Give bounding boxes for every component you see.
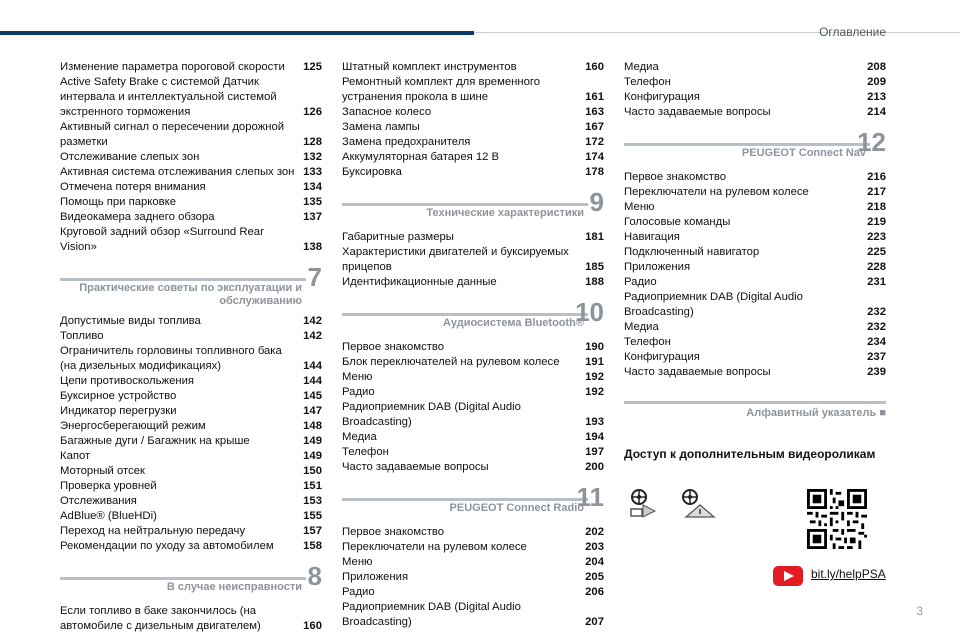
toc-entry-page: 174 bbox=[585, 151, 604, 163]
section-header bbox=[342, 297, 604, 334]
page-number: 3 bbox=[916, 604, 923, 618]
toc-entry[interactable] bbox=[60, 195, 322, 210]
toc-entry[interactable] bbox=[342, 400, 604, 430]
toc-entry[interactable] bbox=[60, 60, 322, 75]
toc-entry-page: 137 bbox=[303, 211, 322, 223]
toc-entry[interactable] bbox=[342, 105, 604, 120]
toc-entry-title: Характеристики двигателей и буксируемых прицепов bbox=[342, 246, 569, 273]
toc-entry-title: Переход на нейтральную передачу bbox=[60, 525, 246, 537]
toc-entry-page: 213 bbox=[867, 91, 886, 103]
toc-entry-page: 172 bbox=[585, 136, 604, 148]
toc-entry-title: Меню bbox=[624, 201, 655, 213]
toc-entry[interactable] bbox=[342, 135, 604, 150]
toc-entry-page: 147 bbox=[303, 405, 322, 417]
toc-entry-title: Допустимые виды топлива bbox=[60, 315, 201, 327]
toc-entry[interactable] bbox=[60, 464, 322, 479]
toc-entry-title: Буксировка bbox=[342, 166, 402, 178]
toc-entry-page: 158 bbox=[303, 540, 322, 552]
toc-entry-page: 148 bbox=[303, 420, 322, 432]
toc-entry-page: 128 bbox=[303, 136, 322, 148]
toc-entry[interactable] bbox=[60, 604, 322, 634]
toc-entry-page: 205 bbox=[585, 571, 604, 583]
section-header bbox=[60, 262, 322, 308]
toc-entry-page: 150 bbox=[303, 465, 322, 477]
toc-entry-page: 225 bbox=[867, 246, 886, 258]
toc-entry-title: Помощь при парковке bbox=[60, 196, 177, 208]
section-header bbox=[624, 127, 886, 164]
toc-entry-title: Радиоприемник DAB (Digital Audio Broadcasting) bbox=[342, 601, 521, 628]
toc-entry-title: Медиа bbox=[624, 321, 659, 333]
toc-entry-title: Конфигурация bbox=[624, 351, 700, 363]
toc-entry-page: 161 bbox=[585, 91, 604, 103]
qr-code-image bbox=[807, 489, 867, 549]
toc-entry-title: Телефон bbox=[624, 76, 671, 88]
toc-entry-title: Радиоприемник DAB (Digital Audio Broadcasting) bbox=[624, 291, 803, 318]
toc-entry[interactable] bbox=[60, 329, 322, 344]
video-tutorial-icon bbox=[627, 487, 661, 521]
toc-entry-page: 190 bbox=[585, 341, 604, 353]
toc-entry[interactable] bbox=[342, 430, 604, 445]
toc-entry-title: Меню bbox=[342, 371, 373, 383]
section-number: 8 bbox=[307, 561, 322, 591]
toc-entry-page: 144 bbox=[303, 375, 322, 387]
toc-entry-title: Моторный отсек bbox=[60, 465, 145, 477]
toc-entry[interactable] bbox=[60, 434, 322, 449]
toc-entry[interactable] bbox=[60, 539, 322, 554]
toc-entry[interactable] bbox=[342, 555, 604, 570]
toc-entry-page: 155 bbox=[303, 510, 322, 522]
toc-entry-title: Багажные дуги / Багажник на крыше bbox=[60, 435, 250, 447]
toc-entry[interactable] bbox=[60, 120, 322, 150]
toc-entry-title: Часто задаваемые вопросы bbox=[342, 461, 489, 473]
toc-entry-page: 134 bbox=[303, 181, 322, 193]
toc-entry-title: Ограничитель горловины топливного бака (на дизельных модификациях) bbox=[60, 345, 282, 372]
toc-entry[interactable] bbox=[624, 75, 886, 90]
toc-entry-page: 132 bbox=[303, 151, 322, 163]
toc-entry[interactable] bbox=[60, 509, 322, 524]
section-title: В случае неисправности bbox=[166, 581, 302, 593]
toc-entry-page: 208 bbox=[867, 61, 886, 73]
toc-entry-page: 218 bbox=[867, 201, 886, 213]
toc-entry-page: 234 bbox=[867, 336, 886, 348]
video-tutorial-triangle-icon bbox=[678, 487, 718, 521]
toc-entry[interactable] bbox=[342, 460, 604, 475]
toc-entry-page: 231 bbox=[867, 276, 886, 288]
toc-entry[interactable] bbox=[624, 290, 886, 320]
toc-entry-page: 232 bbox=[867, 306, 886, 318]
toc-entry-page: 126 bbox=[303, 106, 322, 118]
youtube-icon[interactable] bbox=[773, 566, 803, 586]
toc-entry[interactable] bbox=[624, 230, 886, 245]
toc-entry-title: Рекомендации по уходу за автомобилем bbox=[60, 540, 274, 552]
toc-entry-page: 202 bbox=[585, 526, 604, 538]
section-rule bbox=[624, 401, 886, 404]
toc-entry-title: Идентификационные данные bbox=[342, 276, 497, 288]
section-header bbox=[342, 187, 604, 224]
toc-entry-page: 197 bbox=[585, 446, 604, 458]
toc-entry[interactable] bbox=[60, 389, 322, 404]
toc-entry[interactable] bbox=[342, 370, 604, 385]
toc-entry[interactable] bbox=[342, 120, 604, 135]
toc-entry-title: Подключенный навигатор bbox=[624, 246, 760, 258]
toc-entry[interactable] bbox=[624, 245, 886, 260]
toc-entry-title: Телефон bbox=[342, 446, 389, 458]
toc-entry-title: Радио bbox=[342, 386, 375, 398]
toc-entry[interactable] bbox=[60, 449, 322, 464]
toc-entry[interactable] bbox=[342, 60, 604, 75]
toc-entry-page: 203 bbox=[585, 541, 604, 553]
toc-entry[interactable] bbox=[60, 180, 322, 195]
toc-entry-page: 193 bbox=[585, 416, 604, 428]
toc-entry[interactable] bbox=[342, 525, 604, 540]
toc-entry-page: 239 bbox=[867, 366, 886, 378]
section-title: Технические характеристики bbox=[426, 207, 584, 219]
toc-entry[interactable] bbox=[342, 165, 604, 180]
toc-entry[interactable] bbox=[624, 185, 886, 200]
section-number: 9 bbox=[589, 187, 604, 217]
toc-entry-title: Медиа bbox=[624, 61, 659, 73]
toc-entry-page: 200 bbox=[585, 461, 604, 473]
toc-entry-page: 153 bbox=[303, 495, 322, 507]
toc-entry-title: Ремонтный комплект для временного устранения прокола в шине bbox=[342, 76, 541, 103]
toc-entry[interactable] bbox=[342, 385, 604, 400]
section-title: PEUGEOT Connect Nav bbox=[741, 147, 866, 159]
toc-entry-page: 138 bbox=[303, 241, 322, 253]
toc-entry-title: Энергосберегающий режим bbox=[60, 420, 206, 432]
toc-entry-page: 191 bbox=[585, 356, 604, 368]
toc-entry[interactable] bbox=[342, 340, 604, 355]
toc-column-1 bbox=[60, 60, 322, 634]
toc-entry[interactable] bbox=[624, 215, 886, 230]
toc-entry-page: 214 bbox=[867, 106, 886, 118]
toc-entry-page: 160 bbox=[585, 61, 604, 73]
toc-entry-title: Изменение параметра пороговой скорости bbox=[60, 61, 285, 73]
toc-entry-title: Первое знакомство bbox=[624, 171, 727, 183]
section-title: Аудиосистема Bluetooth® bbox=[442, 317, 584, 329]
toc-entry-page: 192 bbox=[585, 371, 604, 383]
toc-entry[interactable] bbox=[624, 260, 886, 275]
toc-entry[interactable] bbox=[60, 314, 322, 329]
toc-entry-title: Отмечена потеря внимания bbox=[60, 181, 206, 193]
toc-entry-page: 204 bbox=[585, 556, 604, 568]
toc-entry[interactable] bbox=[60, 419, 322, 434]
toc-entry-page: 237 bbox=[867, 351, 886, 363]
toc-entry[interactable] bbox=[60, 150, 322, 165]
toc-entry[interactable] bbox=[60, 524, 322, 539]
toc-entry[interactable] bbox=[60, 165, 322, 180]
toc-entry-page: 185 bbox=[585, 261, 604, 273]
toc-entry-title: Активная система отслеживания слепых зон bbox=[60, 166, 295, 178]
section-title: Практические советы по эксплуатации и обслуживанию bbox=[79, 282, 302, 307]
toc-entry-title: Отслеживание слепых зон bbox=[60, 151, 200, 163]
toc-entry-title: Меню bbox=[342, 556, 373, 568]
toc-entry-page: 135 bbox=[303, 196, 322, 208]
section-header bbox=[60, 561, 322, 598]
header-rule bbox=[474, 32, 960, 33]
toc-entry-page: 178 bbox=[585, 166, 604, 178]
section-number: 12 bbox=[857, 127, 886, 157]
toc-entry-page: 181 bbox=[585, 231, 604, 243]
toc-entry-title: Радио bbox=[342, 586, 375, 598]
toc-entry-page: 144 bbox=[303, 360, 322, 372]
toc-entry-page: 151 bbox=[303, 480, 322, 492]
toc-entry-page: 209 bbox=[867, 76, 886, 88]
toc-entry[interactable] bbox=[60, 75, 322, 120]
toc-entry-title: Первое знакомство bbox=[342, 341, 445, 353]
toc-entry-title: Приложения bbox=[624, 261, 691, 273]
video-heading: Доступ к дополнительным видеороликам bbox=[624, 447, 876, 461]
toc-entry[interactable] bbox=[342, 75, 604, 105]
toc-entry-title: Капот bbox=[60, 450, 91, 462]
toc-entry[interactable] bbox=[60, 210, 322, 225]
toc-entry-page: 125 bbox=[303, 61, 322, 73]
toc-entry-title: Active Safety Brake с системой Датчик интервала и интеллектуальной системой экстренного торможения bbox=[60, 76, 277, 118]
toc-entry-page: 160 bbox=[303, 620, 322, 632]
toc-entry-title: Проверка уровней bbox=[60, 480, 157, 492]
toc-entry-page: 142 bbox=[303, 315, 322, 327]
toc-entry-title: Переключатели на рулевом колесе bbox=[624, 186, 809, 198]
toc-entry-title: Видеокамера заднего обзора bbox=[60, 211, 215, 223]
toc-entry-page: 223 bbox=[867, 231, 886, 243]
toc-entry-title: Замена лампы bbox=[342, 121, 420, 133]
toc-entry-page: 228 bbox=[867, 261, 886, 273]
toc-entry[interactable] bbox=[624, 320, 886, 335]
toc-entry[interactable] bbox=[342, 570, 604, 585]
toc-entry-title: Габаритные размеры bbox=[342, 231, 454, 243]
toc-column-3 bbox=[624, 60, 886, 426]
toc-entry-page: 133 bbox=[303, 166, 322, 178]
toc-entry[interactable] bbox=[60, 344, 322, 374]
toc-entry-page: 149 bbox=[303, 435, 322, 447]
toc-entry[interactable] bbox=[624, 200, 886, 215]
toc-entry-title: Аккумуляторная батарея 12 В bbox=[342, 151, 500, 163]
section-title: PEUGEOT Connect Radio bbox=[449, 502, 584, 514]
toc-entry-title: Голосовые команды bbox=[624, 216, 731, 228]
toc-entry-title: Первое знакомство bbox=[342, 526, 445, 538]
toc-entry-page: 149 bbox=[303, 450, 322, 462]
toc-entry[interactable] bbox=[60, 374, 322, 389]
toc-entry[interactable] bbox=[342, 150, 604, 165]
toc-entry-title: Радиоприемник DAB (Digital Audio Broadcasting) bbox=[342, 401, 521, 428]
toc-entry[interactable] bbox=[60, 479, 322, 494]
toc-entry[interactable] bbox=[342, 275, 604, 290]
toc-entry[interactable] bbox=[624, 350, 886, 365]
toc-entry-page: 145 bbox=[303, 390, 322, 402]
toc-entry-title: Блок переключателей на рулевом колесе bbox=[342, 356, 560, 368]
toc-entry[interactable] bbox=[624, 335, 886, 350]
toc-entry-title: Часто задаваемые вопросы bbox=[624, 366, 771, 378]
toc-entry-title: Топливо bbox=[60, 330, 104, 342]
toc-entry[interactable] bbox=[624, 365, 886, 380]
alphabetical-index-header[interactable] bbox=[624, 394, 886, 426]
section-header bbox=[342, 482, 604, 519]
toc-entry-title: Медиа bbox=[342, 431, 377, 443]
toc-entry[interactable] bbox=[342, 540, 604, 555]
alphabetical-index-title: Алфавитный указатель ■ bbox=[746, 407, 886, 419]
toc-entry-page: 216 bbox=[867, 171, 886, 183]
toc-entry-page: 188 bbox=[585, 276, 604, 288]
help-video-link[interactable]: bit.ly/helpPSA bbox=[811, 567, 886, 581]
toc-entry-title: Переключатели на рулевом колесе bbox=[342, 541, 527, 553]
toc-entry[interactable] bbox=[624, 60, 886, 75]
toc-entry[interactable] bbox=[342, 585, 604, 600]
toc-entry-title: Навигация bbox=[624, 231, 680, 243]
toc-entry-title: Отслеживания bbox=[60, 495, 137, 507]
toc-entry-title: Штатный комплект инструментов bbox=[342, 61, 517, 73]
toc-entry-title: Телефон bbox=[624, 336, 671, 348]
toc-entry-page: 163 bbox=[585, 106, 604, 118]
toc-entry[interactable] bbox=[342, 230, 604, 245]
toc-entry[interactable] bbox=[624, 90, 886, 105]
toc-entry-page: 157 bbox=[303, 525, 322, 537]
toc-entry-title: Круговой задний обзор «Surround Rear Vision» bbox=[60, 226, 264, 253]
toc-entry-title: Конфигурация bbox=[624, 91, 700, 103]
toc-entry-title: Запасное колесо bbox=[342, 106, 432, 118]
toc-column-2 bbox=[342, 60, 604, 630]
toc-entry-title: Радио bbox=[624, 276, 657, 288]
toc-entry-page: 207 bbox=[585, 616, 604, 628]
toc-entry[interactable] bbox=[60, 494, 322, 509]
toc-entry-page: 142 bbox=[303, 330, 322, 342]
header-accent-bar bbox=[0, 31, 474, 35]
toc-entry-title: Если топливо в баке закончилось (на автомобиле с дизельным двигателем) bbox=[60, 605, 261, 632]
toc-entry-page: 232 bbox=[867, 321, 886, 333]
toc-entry-page: 219 bbox=[867, 216, 886, 228]
section-number: 10 bbox=[575, 297, 604, 327]
toc-entry[interactable] bbox=[342, 245, 604, 275]
toc-entry-title: AdBlue® (BlueHDi) bbox=[60, 510, 157, 522]
toc-entry-page: 192 bbox=[585, 386, 604, 398]
toc-entry-title: Цепи противоскольжения bbox=[60, 375, 195, 387]
toc-entry-page: 206 bbox=[585, 586, 604, 598]
toc-entry-page: 167 bbox=[585, 121, 604, 133]
toc-entry-title: Часто задаваемые вопросы bbox=[624, 106, 771, 118]
toc-entry-title: Буксирное устройство bbox=[60, 390, 177, 402]
toc-entry-title: Активный сигнал о пересечении дорожной разметки bbox=[60, 121, 285, 148]
toc-entry[interactable] bbox=[624, 105, 886, 120]
section-number: 7 bbox=[307, 262, 322, 292]
toc-entry[interactable] bbox=[624, 275, 886, 290]
toc-entry-title: Индикатор перегрузки bbox=[60, 405, 177, 417]
toc-entry[interactable] bbox=[624, 170, 886, 185]
toc-entry[interactable] bbox=[60, 225, 322, 255]
toc-entry-title: Приложения bbox=[342, 571, 409, 583]
toc-entry-page: 194 bbox=[585, 431, 604, 443]
toc-entry-title: Замена предохранителя bbox=[342, 136, 471, 148]
section-number: 11 bbox=[576, 482, 604, 512]
toc-entry[interactable] bbox=[342, 355, 604, 370]
page-title: Оглавление bbox=[819, 25, 886, 39]
toc-entry[interactable] bbox=[342, 445, 604, 460]
toc-entry-page: 217 bbox=[867, 186, 886, 198]
toc-entry[interactable] bbox=[342, 600, 604, 630]
toc-entry[interactable] bbox=[60, 404, 322, 419]
